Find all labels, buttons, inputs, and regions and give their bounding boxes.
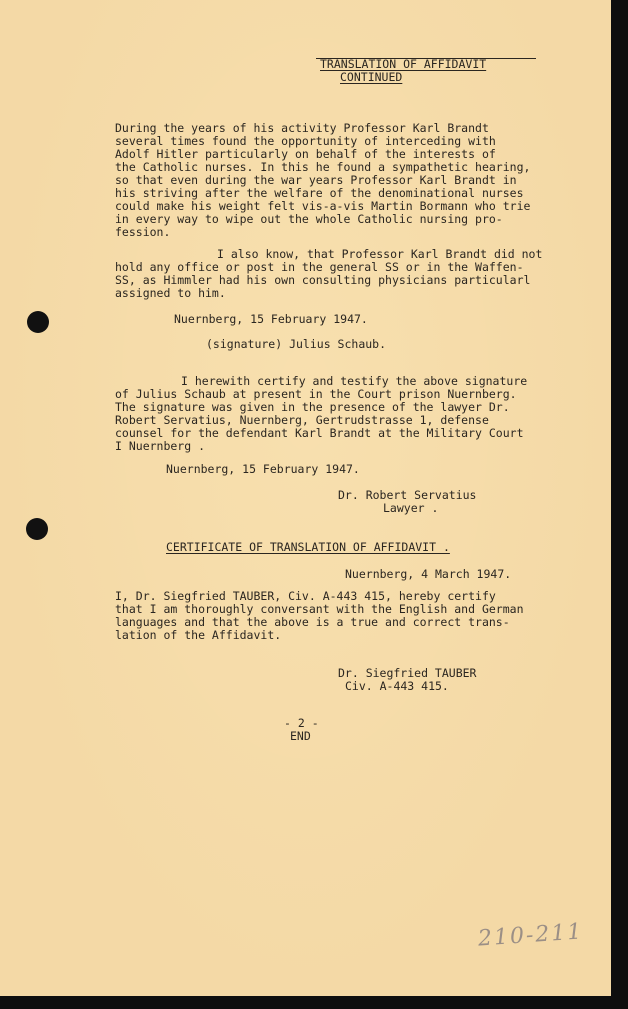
text-line: During the years of his activity Professor Karl Brandt bbox=[115, 121, 489, 135]
text-line: I also know, that Professor Karl Brandt did not bbox=[217, 247, 543, 261]
text-line: of Julius Schaub at present in the Court prison Nuernberg. bbox=[115, 387, 517, 401]
date-line: Nuernberg, 15 February 1947. bbox=[166, 462, 360, 476]
certificate-date: Nuernberg, 4 March 1947. bbox=[345, 567, 512, 581]
document-subtitle: CONTINUED bbox=[340, 70, 403, 84]
text-line: could make his weight felt vis-a-vis Martin Bormann who trie bbox=[115, 199, 531, 213]
text-line: The signature was given in the presence of the lawyer Dr. bbox=[115, 400, 510, 414]
text-line: several times found the opportunity of interceding with bbox=[115, 134, 496, 148]
punch-hole bbox=[26, 518, 48, 540]
text-line: in every way to wipe out the whole Catholic nursing pro- bbox=[115, 212, 503, 226]
text-line: lation of the Affidavit. bbox=[115, 628, 282, 642]
affiant-signature: (signature) Julius Schaub. bbox=[206, 337, 387, 351]
text-line: languages and that the above is a true and correct trans- bbox=[115, 615, 510, 629]
page-number: - 2 - bbox=[284, 716, 319, 730]
translator-id: Civ. A-443 415. bbox=[345, 679, 449, 693]
text-line: his striving after the welfare of the denominational nurses bbox=[115, 186, 524, 200]
document-title: TRANSLATION OF AFFIDAVIT bbox=[320, 57, 487, 71]
text-line: that I am thoroughly conversant with the English and German bbox=[115, 602, 524, 616]
punch-hole bbox=[27, 311, 49, 333]
text-line: I, Dr. Siegfried TAUBER, Civ. A-443 415, hereby certify bbox=[115, 589, 496, 603]
text-line: fession. bbox=[115, 225, 171, 239]
text-line: so that even during the war years Professor Karl Brandt in bbox=[115, 173, 517, 187]
lawyer-name: Dr. Robert Servatius bbox=[338, 488, 477, 502]
text-line: SS, as Himmler had his own consulting physicians particularl bbox=[115, 273, 531, 287]
text-line: Robert Servatius, Nuernberg, Gertrudstrasse 1, defense bbox=[115, 413, 489, 427]
date-line: Nuernberg, 15 February 1947. bbox=[174, 312, 368, 326]
text-line: counsel for the defendant Karl Brandt at the Military Court bbox=[115, 426, 524, 440]
translator-name: Dr. Siegfried TAUBER bbox=[338, 666, 477, 680]
text-line: Adolf Hitler particularly on behalf of the interests of bbox=[115, 147, 496, 161]
text-line: hold any office or post in the general SS or in the Waffen- bbox=[115, 260, 524, 274]
text-line: the Catholic nurses. In this he found a sympathetic hearing, bbox=[115, 160, 531, 174]
handwritten-page-note: 210-211 bbox=[477, 919, 585, 952]
text-line: I herewith certify and testify the above signature bbox=[181, 374, 528, 388]
lawyer-title: Lawyer . bbox=[383, 501, 439, 515]
certificate-heading: CERTIFICATE OF TRANSLATION OF AFFIDAVIT . bbox=[166, 540, 450, 554]
text-line: assigned to him. bbox=[115, 286, 226, 300]
text-line: I Nuernberg . bbox=[115, 439, 206, 453]
end-mark: END bbox=[290, 729, 311, 743]
